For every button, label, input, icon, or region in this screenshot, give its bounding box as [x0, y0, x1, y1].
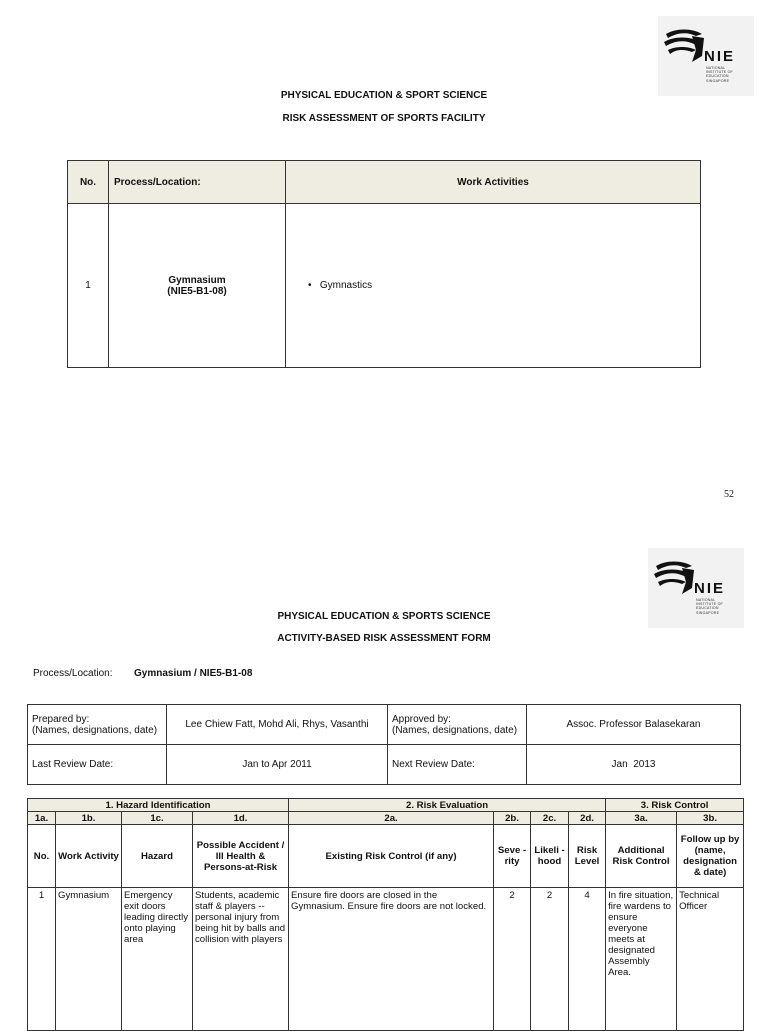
review-info-table — [27, 704, 741, 785]
last-review-value: Jan to Apr 2011 — [167, 745, 388, 785]
table-row — [28, 888, 744, 1031]
header-risk-level: Risk Level — [569, 825, 606, 888]
column-header-row — [28, 825, 744, 888]
header-process: Process/Location: — [109, 161, 286, 204]
page-number: 52 — [724, 489, 734, 500]
header-existing-control: Existing Risk Control (if any) — [289, 825, 494, 888]
cell-work-activity: Gymnasium — [56, 888, 122, 1031]
next-review-value: Jan 2013 — [527, 745, 741, 785]
activity-item: Gymnastics — [319, 280, 373, 291]
group-hazard-identification: 1. Hazard Identification — [28, 799, 289, 812]
cell-likelihood: 2 — [531, 888, 569, 1031]
group-risk-evaluation: 2. Risk Evaluation — [289, 799, 606, 812]
cell-no: 1 — [28, 888, 56, 1031]
cell-additional-control: In fire situation, fire wardens to ensure everyone meets at designated Assembly Area. — [606, 888, 677, 1031]
page1-title-department: PHYSICAL EDUCATION & SPORT SCIENCE — [280, 90, 488, 101]
lion-head-icon — [662, 26, 706, 66]
code-1d: 1d. — [193, 812, 289, 825]
code-row — [28, 812, 744, 825]
header-no: No. — [68, 161, 109, 204]
cell-existing-control: Ensure fire doors are closed in the Gymnasium. Ensure fire doors are not locked. — [289, 888, 494, 1031]
process-location-label: Process/Location: — [33, 668, 113, 679]
risk-assessment-table — [27, 798, 744, 1031]
next-review-label: Next Review Date: — [388, 745, 527, 785]
facility-table — [67, 160, 701, 368]
process-location-value: Gymnasium / NIE5-B1-08 — [134, 668, 253, 679]
group-header-row — [28, 799, 744, 812]
prepared-approved-row — [28, 705, 741, 745]
logo-text: NIE — [694, 580, 726, 597]
code-1c: 1c. — [122, 812, 193, 825]
group-risk-control: 3. Risk Control — [606, 799, 744, 812]
header-possible-accident: Possible Accident / Ill Health & Persons-at-Risk — [193, 825, 289, 888]
header-severity: Seve -rity — [494, 825, 531, 888]
row-location: Gymnasium (NIE5-B1-08) — [109, 204, 286, 368]
page1-title-form: RISK ASSESSMENT OF SPORTS FACILITY — [282, 113, 486, 124]
code-3a: 3a. — [606, 812, 677, 825]
header-follow-up: Follow up by (name, designation & date) — [677, 825, 744, 888]
cell-risk-level: 4 — [569, 888, 606, 1031]
code-2d: 2d. — [569, 812, 606, 825]
logo-subtext: NATIONAL INSTITUTE OF EDUCATION SINGAPORE — [706, 66, 733, 83]
page2-title-form: ACTIVITY-BASED RISK ASSESSMENT FORM — [277, 633, 491, 644]
header-likelihood: Likeli -hood — [531, 825, 569, 888]
prepared-by-value: Lee Chiew Fatt, Mohd Ali, Rhys, Vasanthi — [167, 705, 388, 745]
code-1b: 1b. — [56, 812, 122, 825]
cell-severity: 2 — [494, 888, 531, 1031]
lion-head-icon — [652, 558, 696, 598]
bullet-icon: • — [308, 280, 312, 291]
approved-by-value: Assoc. Professor Balasekaran — [527, 705, 741, 745]
cell-possible-accident: Students, academic staff & players -- personal injury from being hit by balls and collision with players — [193, 888, 289, 1031]
code-1a: 1a. — [28, 812, 56, 825]
cell-hazard: Emergency exit doors leading directly onto playing area — [122, 888, 193, 1031]
code-2c: 2c. — [531, 812, 569, 825]
row-no: 1 — [68, 204, 109, 368]
facility-row — [68, 204, 701, 368]
review-dates-row — [28, 745, 741, 785]
last-review-label: Last Review Date: — [28, 745, 167, 785]
header-work-activities: Work Activities — [286, 161, 701, 204]
logo-subtext: NATIONAL INSTITUTE OF EDUCATION SINGAPORE — [696, 598, 723, 615]
approved-by-label: Approved by: (Names, designations, date) — [388, 705, 527, 745]
code-2a: 2a. — [289, 812, 494, 825]
nie-logo — [658, 16, 754, 96]
page2-title-department: PHYSICAL EDUCATION & SPORTS SCIENCE — [277, 611, 491, 622]
cell-follow-up: Technical Officer — [677, 888, 744, 1031]
logo-text: NIE — [704, 48, 736, 65]
code-2b: 2b. — [494, 812, 531, 825]
row-activities — [286, 204, 701, 368]
header-work-activity: Work Activity — [56, 825, 122, 888]
facility-header-row — [68, 161, 701, 204]
header-no: No. — [28, 825, 56, 888]
prepared-by-label: Prepared by: (Names, designations, date) — [28, 705, 167, 745]
code-3b: 3b. — [677, 812, 744, 825]
header-hazard: Hazard — [122, 825, 193, 888]
header-additional-control: Additional Risk Control — [606, 825, 677, 888]
